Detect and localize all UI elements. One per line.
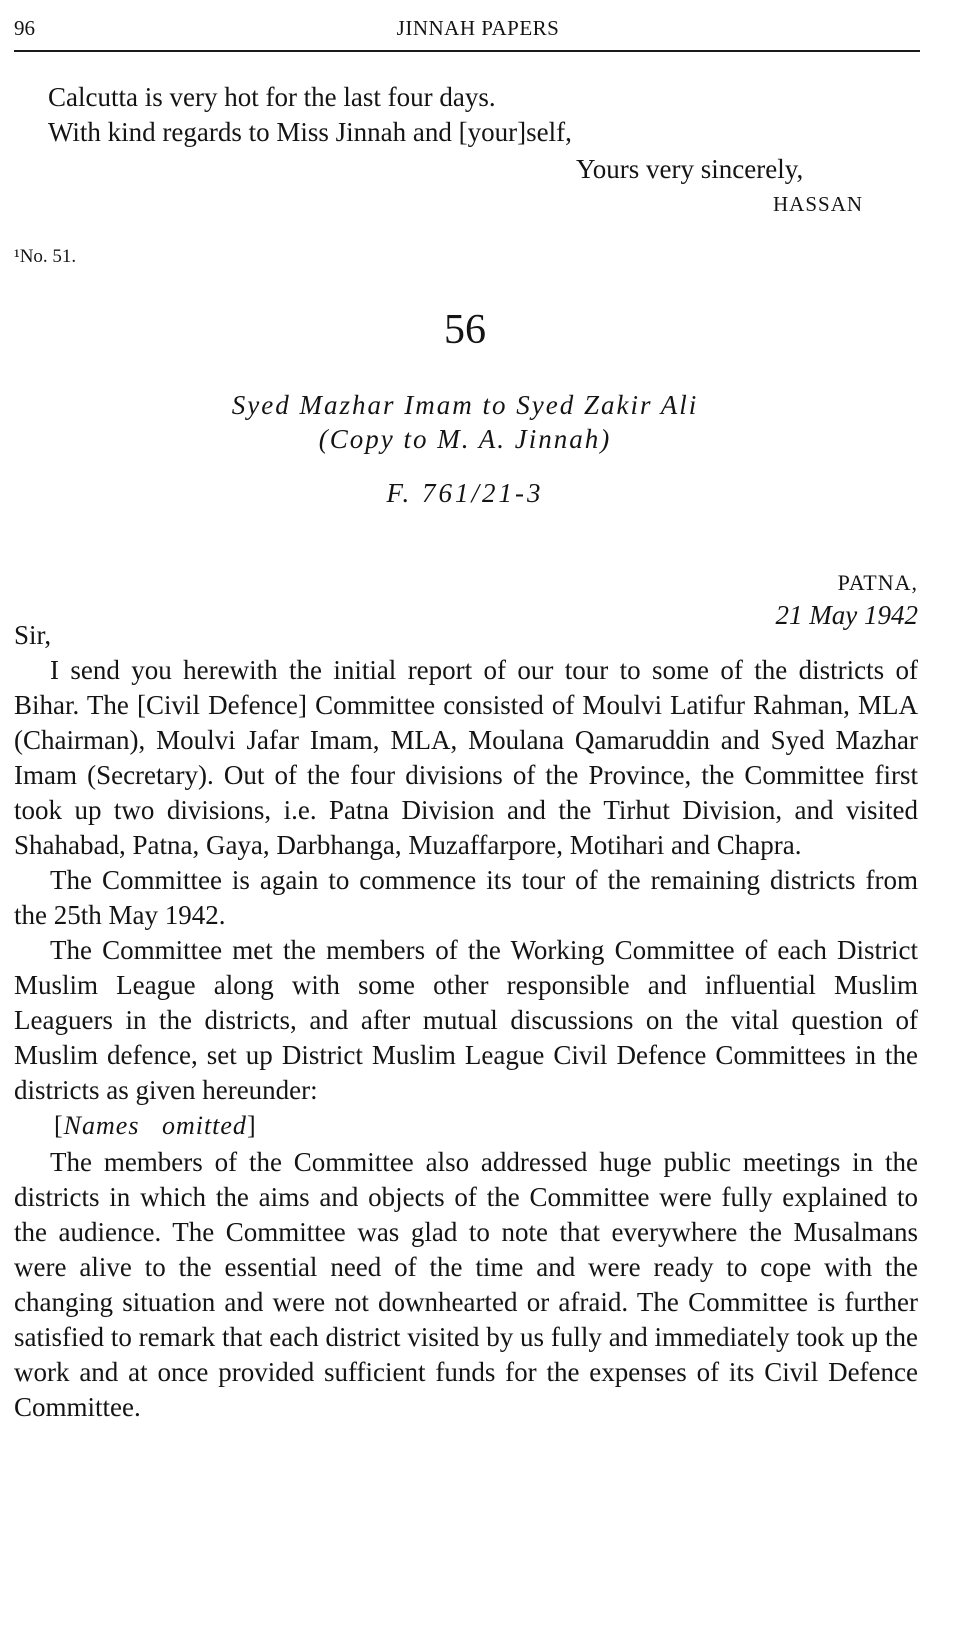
letter-body <box>14 618 918 1425</box>
body-paragraph: The Committee is again to commence its tour of the remaining districts from the 25th May 1942. <box>14 865 918 930</box>
running-title: JINNAH PAPERS <box>396 16 560 40</box>
omission-text: Names omitted <box>63 1111 247 1140</box>
signature-name: HASSAN <box>773 192 864 216</box>
file-reference: F. 761/21-3 <box>386 478 544 508</box>
omission-note <box>14 1108 918 1145</box>
body-paragraph: I send you herewith the initial report of our tour to some of the districts of Bihar. The [Civil Defence] Committee consisted of Moulvi Latifur Rahman, MLA (Chairman), Moulvi Jafar Imam, MLA, Moulana Qamaruddin and Syed Mazhar Imam (Secretary). Out of the four divisions of the Province, the Committee first took up two divisions, i.e. Patna Division and the Tirhut Division, and visited Shahabad, Patna, Gaya, Darbhanga, Muzaffarpore, Motihari and Chapra. <box>14 655 918 860</box>
header-rule <box>14 50 920 52</box>
previous-letter-line: Calcutta is very hot for the last four days. <box>48 82 496 112</box>
letter-date: 21 May 1942 <box>775 600 918 630</box>
page-number: 96 <box>14 16 35 40</box>
previous-letter-ending <box>48 80 918 216</box>
omission-bracket-open: [ <box>54 1111 64 1140</box>
document-number: 56 <box>444 307 486 353</box>
closing-salutation: Yours very sincerely, <box>576 154 804 184</box>
footnote: ¹No. 51. <box>14 246 77 267</box>
omission-bracket-close: ] <box>246 1111 257 1140</box>
previous-letter-line: With kind regards to Miss Jinnah and [your]self, <box>48 117 572 147</box>
body-paragraph: The Committee met the members of the Working Committee of each District Muslim League along with some other responsible and influential Muslim Leaguers in the districts, and after mutual discussions on the vital question of Muslim defence, set up District Muslim League Civil Defence Committees in the districts as given hereunder: <box>14 935 918 1105</box>
letter-heading: Syed Mazhar Imam to Syed Zakir Ali <box>231 390 699 420</box>
letter-heading-copy: (Copy to M. A. Jinnah) <box>318 424 612 454</box>
body-paragraph: The members of the Committee also addressed huge public meetings in the districts in which the aims and objects of the Committee were fully explained to the audience. The Committee was glad to note that everywhere the Musalmans were alive to the essential need of the time and were ready to cope with the changing situation and were not downhearted or afraid. The Committee is further satisfied to remark that each district visited by us fully and immediately took up the work and at once provided sufficient funds for the expenses of its Civil Defence Committee. <box>14 1147 918 1422</box>
salutation: Sir, <box>14 620 52 650</box>
letter-place: PATNA, <box>837 570 918 595</box>
running-header <box>14 14 922 44</box>
